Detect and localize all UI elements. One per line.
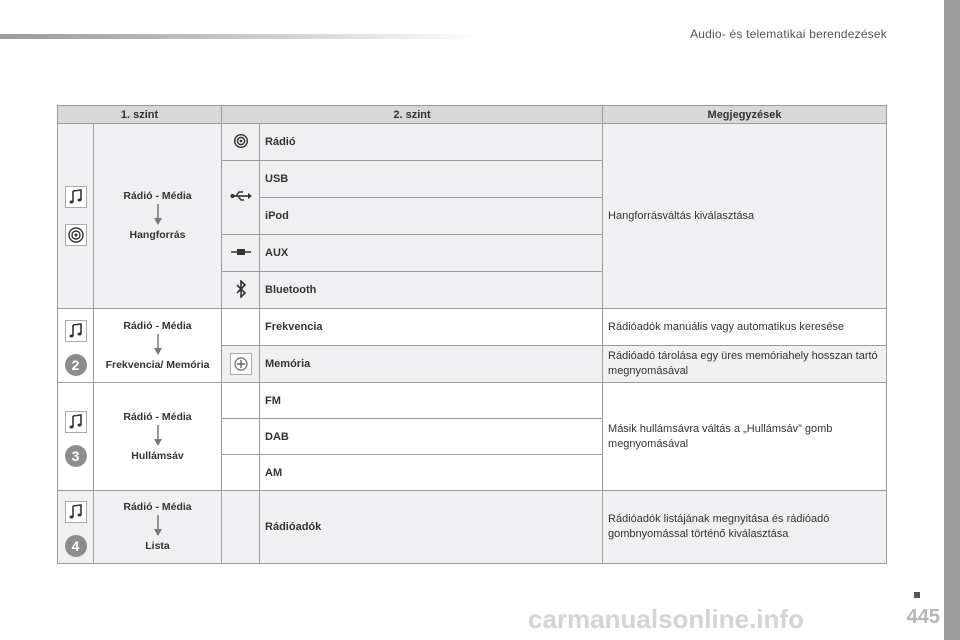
memory-plus-icon <box>230 353 252 375</box>
group1-icon-cell <box>58 124 94 309</box>
group2-icon-cell <box>58 309 94 383</box>
header-level1: 1. szint <box>58 106 222 124</box>
group1-level1-bottom: Hangforrás <box>129 229 186 241</box>
level2-frequency: Frekvencia <box>260 309 603 346</box>
fm-row-icon-cell <box>222 383 260 419</box>
group2-note-memory: Rádióadó tárolása egy üres memóriahely hosszan tartó megnyomásával <box>603 346 887 383</box>
usb-icon <box>230 189 252 203</box>
group1-level1 <box>94 124 222 309</box>
level2-radio: Rádió <box>260 124 603 161</box>
radio-signal-icon <box>65 224 87 246</box>
table-row <box>58 124 887 161</box>
radio-row-icon-cell <box>222 124 260 161</box>
group4-note: Rádióadók listájának megnyitása és rádióadó gombnyomással történő kiválasztása <box>603 491 887 564</box>
level2-stations: Rádióadók <box>260 491 603 564</box>
group4-level1-top: Rádió - Média <box>123 501 192 513</box>
step-badge-3: 3 <box>65 445 87 467</box>
group3-level1-bottom: Hullámsáv <box>131 449 184 462</box>
bluetooth-row-icon-cell <box>222 272 260 309</box>
step-badge-2: 2 <box>65 354 87 376</box>
group4-level1 <box>94 491 222 564</box>
group4-icon-cell <box>58 491 94 564</box>
radio-signal-icon <box>232 132 250 150</box>
group2-note-frequency: Rádióadók manuális vagy automatikus keresése <box>603 309 887 346</box>
group2-level1-top: Rádió - Média <box>123 319 192 332</box>
arrow-down-icon <box>153 515 163 537</box>
menu-table <box>57 105 887 564</box>
am-row-icon-cell <box>222 455 260 491</box>
table-row <box>58 309 887 346</box>
table-row <box>58 383 887 419</box>
table-header-row <box>58 106 887 124</box>
table-row <box>58 491 887 564</box>
group2-level1-bottom: Frekvencia/ Memória <box>105 358 210 371</box>
level2-aux: AUX <box>260 235 603 272</box>
arrow-down-icon <box>153 204 163 226</box>
level2-dab: DAB <box>260 419 603 455</box>
header-notes: Megjegyzések <box>603 106 887 124</box>
level2-fm: FM <box>260 383 603 419</box>
group3-note: Másik hullámsávra váltás a „Hullámsáv” gomb megnyomásával <box>603 383 887 491</box>
aux-row-icon-cell <box>222 235 260 272</box>
header-level2: 2. szint <box>222 106 603 124</box>
header-gradient-bar <box>0 34 480 39</box>
aux-jack-icon <box>230 247 252 257</box>
group1-level1-top: Rádió - Média <box>123 190 192 202</box>
level2-ipod: iPod <box>260 198 603 235</box>
usb-row-icon-cell <box>222 161 260 235</box>
right-edge-strip <box>944 0 960 640</box>
group4-level1-bottom: Lista <box>145 540 170 552</box>
group3-icon-cell <box>58 383 94 491</box>
page-number: 445 <box>906 606 940 628</box>
group3-level1-top: Rádió - Média <box>123 410 192 423</box>
group2-level1 <box>94 309 222 383</box>
group1-note: Hangforrásváltás kiválasztása <box>603 124 887 309</box>
memory-row-icon-cell <box>222 346 260 383</box>
level2-memory: Memória <box>260 346 603 383</box>
page-header-title: Audio- és telematikai berendezések <box>690 27 887 41</box>
music-note-icon <box>65 411 87 433</box>
arrow-down-icon <box>153 334 163 356</box>
arrow-down-icon <box>153 425 163 447</box>
stations-row-icon-cell <box>222 491 260 564</box>
step-badge-4: 4 <box>65 535 87 557</box>
group3-level1 <box>94 383 222 491</box>
music-note-icon <box>65 320 87 342</box>
frequency-row-icon-cell <box>222 309 260 346</box>
level2-bluetooth: Bluetooth <box>260 272 603 309</box>
watermark-text: carmanualsonline.info <box>528 604 804 634</box>
level2-am: AM <box>260 455 603 491</box>
music-note-icon <box>65 186 87 208</box>
level2-usb: USB <box>260 161 603 198</box>
bluetooth-icon <box>235 280 247 298</box>
dab-row-icon-cell <box>222 419 260 455</box>
footer-marker <box>914 592 920 598</box>
music-note-icon <box>65 501 87 523</box>
